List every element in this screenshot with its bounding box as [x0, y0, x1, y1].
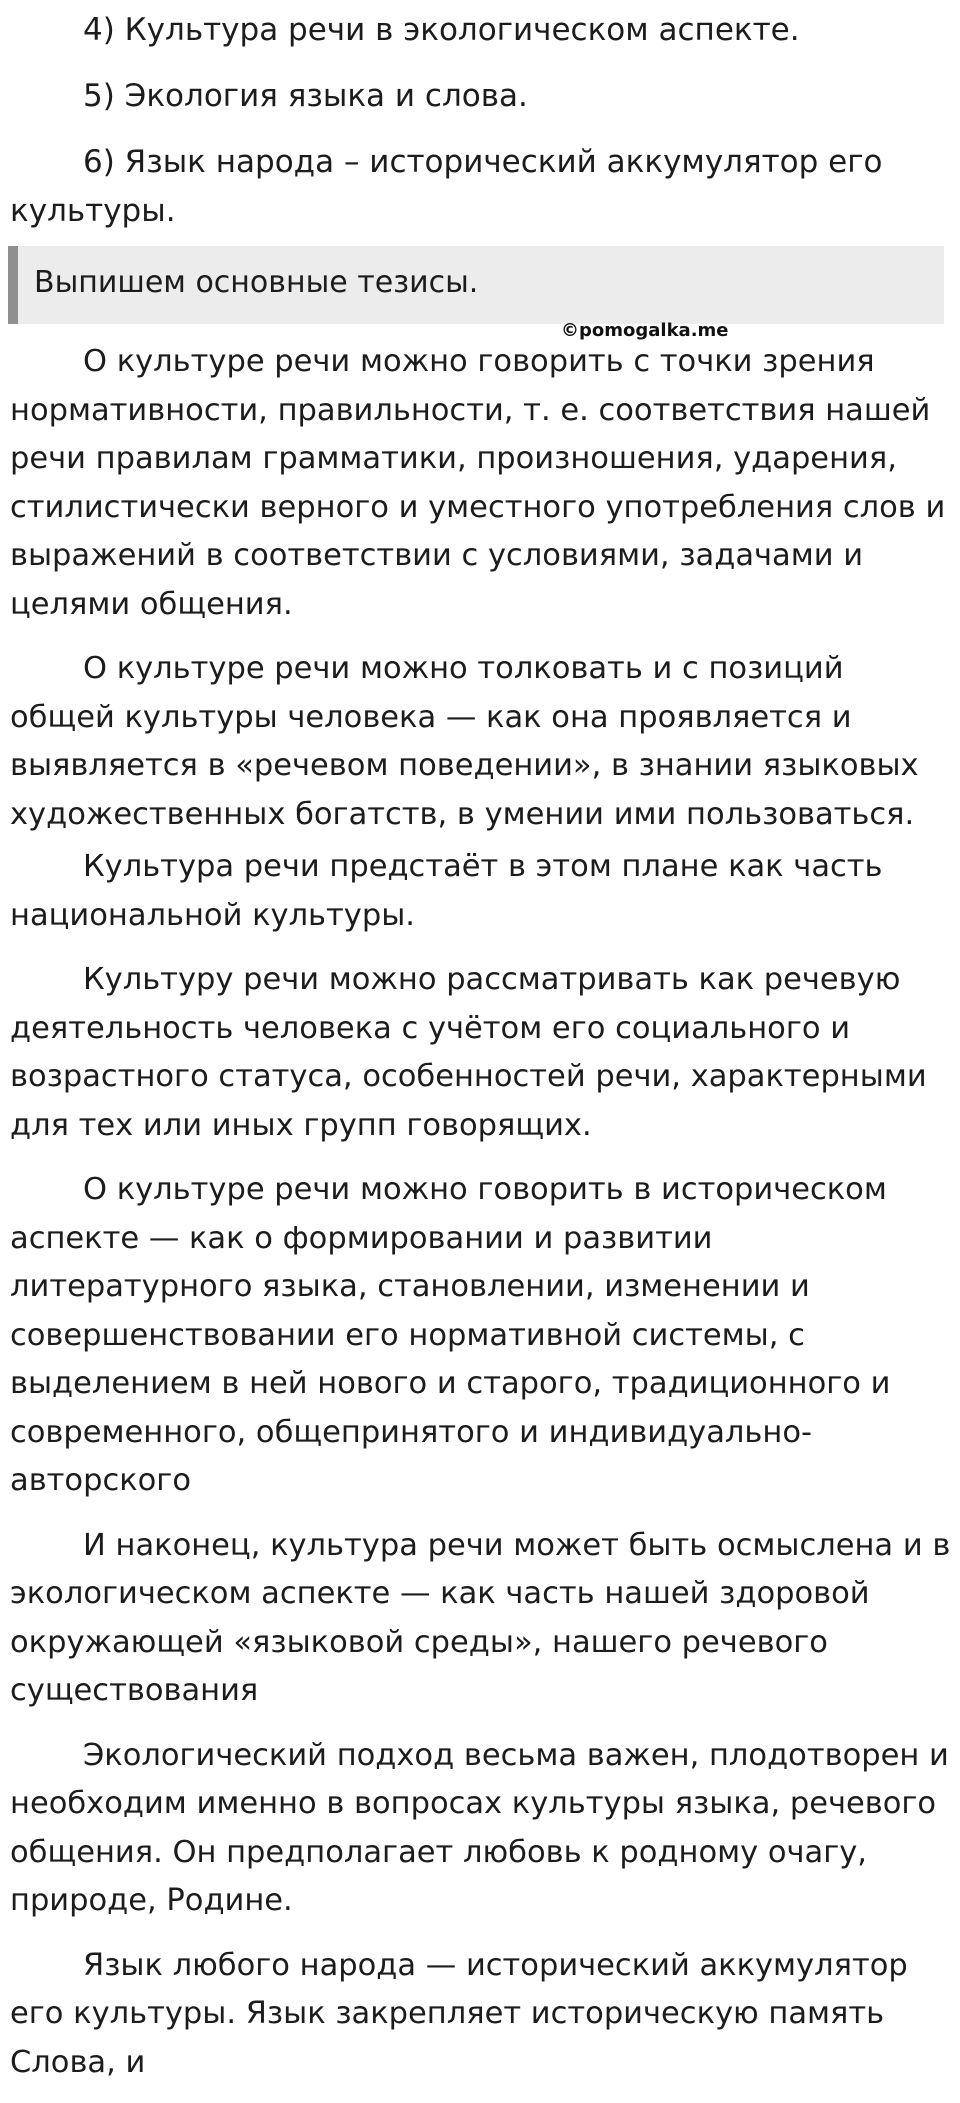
callout-box [8, 246, 944, 324]
paragraph-national-culture: Культура речи предстаёт в этом плане как часть национальной культуры. [10, 849, 883, 933]
document-page [10, 0, 955, 253]
paragraph-normativity: О культуре речи можно говорить с точки зрения нормативности, правильности, т. е. соответствия нашей речи правилам грамматики, произношения, ударения, стилистически верного и уместного употребления слов и выражений в соответствии с условиями, задачами и целями общения. [10, 344, 946, 622]
theses-body [10, 338, 955, 2103]
paragraph-speech-activity: Культуру речи можно рассматривать как речевую деятельность человека с учётом его социального и возрастного статуса, особенностей речи, характерными для тех или иных групп говорящих. [10, 962, 927, 1143]
paragraph-ecological-aspect: И наконец, культура речи может быть осмыслена и в экологическом аспекте — как часть нашей здоровой окружающей «языковой среды», нашего речевого существования [10, 1527, 951, 1708]
watermark: ©pomogalka.me [561, 320, 729, 341]
paragraph-historical-aspect: О культуре речи можно говорить в историческом аспекте — как о формировании и развитии литературного языка, становлении, изменении и совершенствовании его нормативной системы, с выделением в ней нового и старого, традиционного и современного, общепринятого и индивидуально-авторского [10, 1172, 891, 1498]
paragraph-ecological-approach: Экологический подход весьма важен, плодотворен и необходим именно в вопросах культуры языка, речевого общения. Он предполагает любовь к родному очагу, природе, Родине. [10, 1737, 949, 1918]
list-item-5: 5) Экология языка и слова. [83, 78, 528, 114]
callout-text: Выпишем основные тезисы. [34, 265, 479, 300]
list-item-6: 6) Язык народа – исторический аккумулятор его культуры. [10, 144, 883, 229]
paragraph-general-culture: О культуре речи можно толковать и с позиций общей культуры человека — как она проявляется и выявляется в «речевом поведении», в знании языковых художественных богатств, в умении ими пользоваться. [10, 651, 919, 832]
paragraph-language-accumulator: Язык любого народа — исторический аккумулятор его культуры. Язык закрепляет историческую память Слова, и [10, 1947, 908, 2080]
list-item-4: 4) Культура речи в экологическом аспекте. [83, 12, 800, 48]
